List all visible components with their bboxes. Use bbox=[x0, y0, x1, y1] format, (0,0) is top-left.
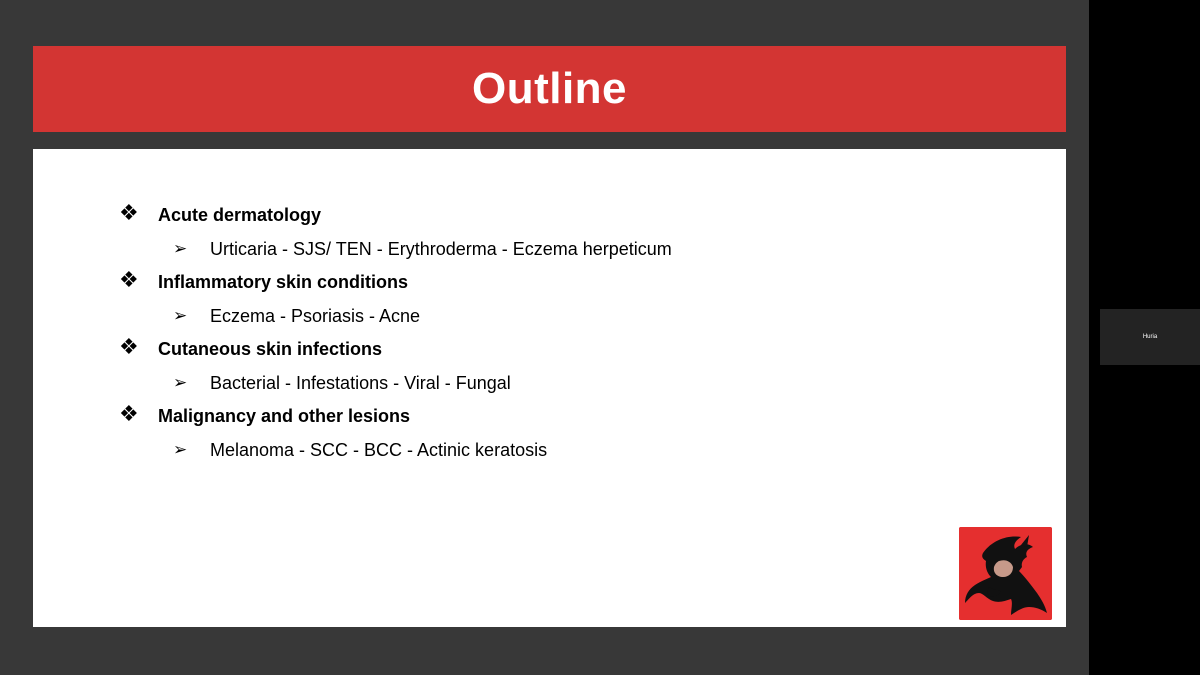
subtopic-label: Bacterial - Infestations - Viral - Fungal bbox=[210, 373, 511, 393]
diamond-bullet-icon: ❖ bbox=[119, 268, 139, 293]
subtopic-label: Urticaria - SJS/ TEN - Erythroderma - Eczema herpeticum bbox=[210, 239, 672, 259]
dragon-logo-icon bbox=[959, 527, 1052, 620]
subtopic-label: Melanoma - SCC - BCC - Actinic keratosis bbox=[210, 440, 548, 460]
topic-label: Malignancy and other lesions bbox=[158, 406, 411, 426]
arrow-bullet-icon: ➢ bbox=[173, 239, 188, 259]
subtopic-label: Eczema - Psoriasis - Acne bbox=[210, 306, 421, 326]
diamond-bullet-icon: ❖ bbox=[119, 402, 139, 427]
topic-label: Cutaneous skin infections bbox=[158, 339, 383, 359]
diamond-bullet-icon: ❖ bbox=[119, 201, 139, 226]
participant-video-tile[interactable] bbox=[1100, 309, 1200, 365]
arrow-bullet-icon: ➢ bbox=[173, 373, 188, 393]
participant-name: Huria bbox=[1142, 334, 1158, 340]
slide-title: Outline bbox=[471, 64, 628, 113]
topic-label: Acute dermatology bbox=[158, 205, 322, 225]
slide-body bbox=[33, 149, 1066, 627]
dragon-logo-graphic bbox=[959, 527, 1052, 620]
diamond-bullet-icon: ❖ bbox=[119, 335, 139, 360]
topic-label: Inflammatory skin conditions bbox=[158, 272, 409, 292]
arrow-bullet-icon: ➢ bbox=[173, 440, 188, 460]
slide-header bbox=[33, 46, 1066, 132]
arrow-bullet-icon: ➢ bbox=[173, 306, 188, 326]
